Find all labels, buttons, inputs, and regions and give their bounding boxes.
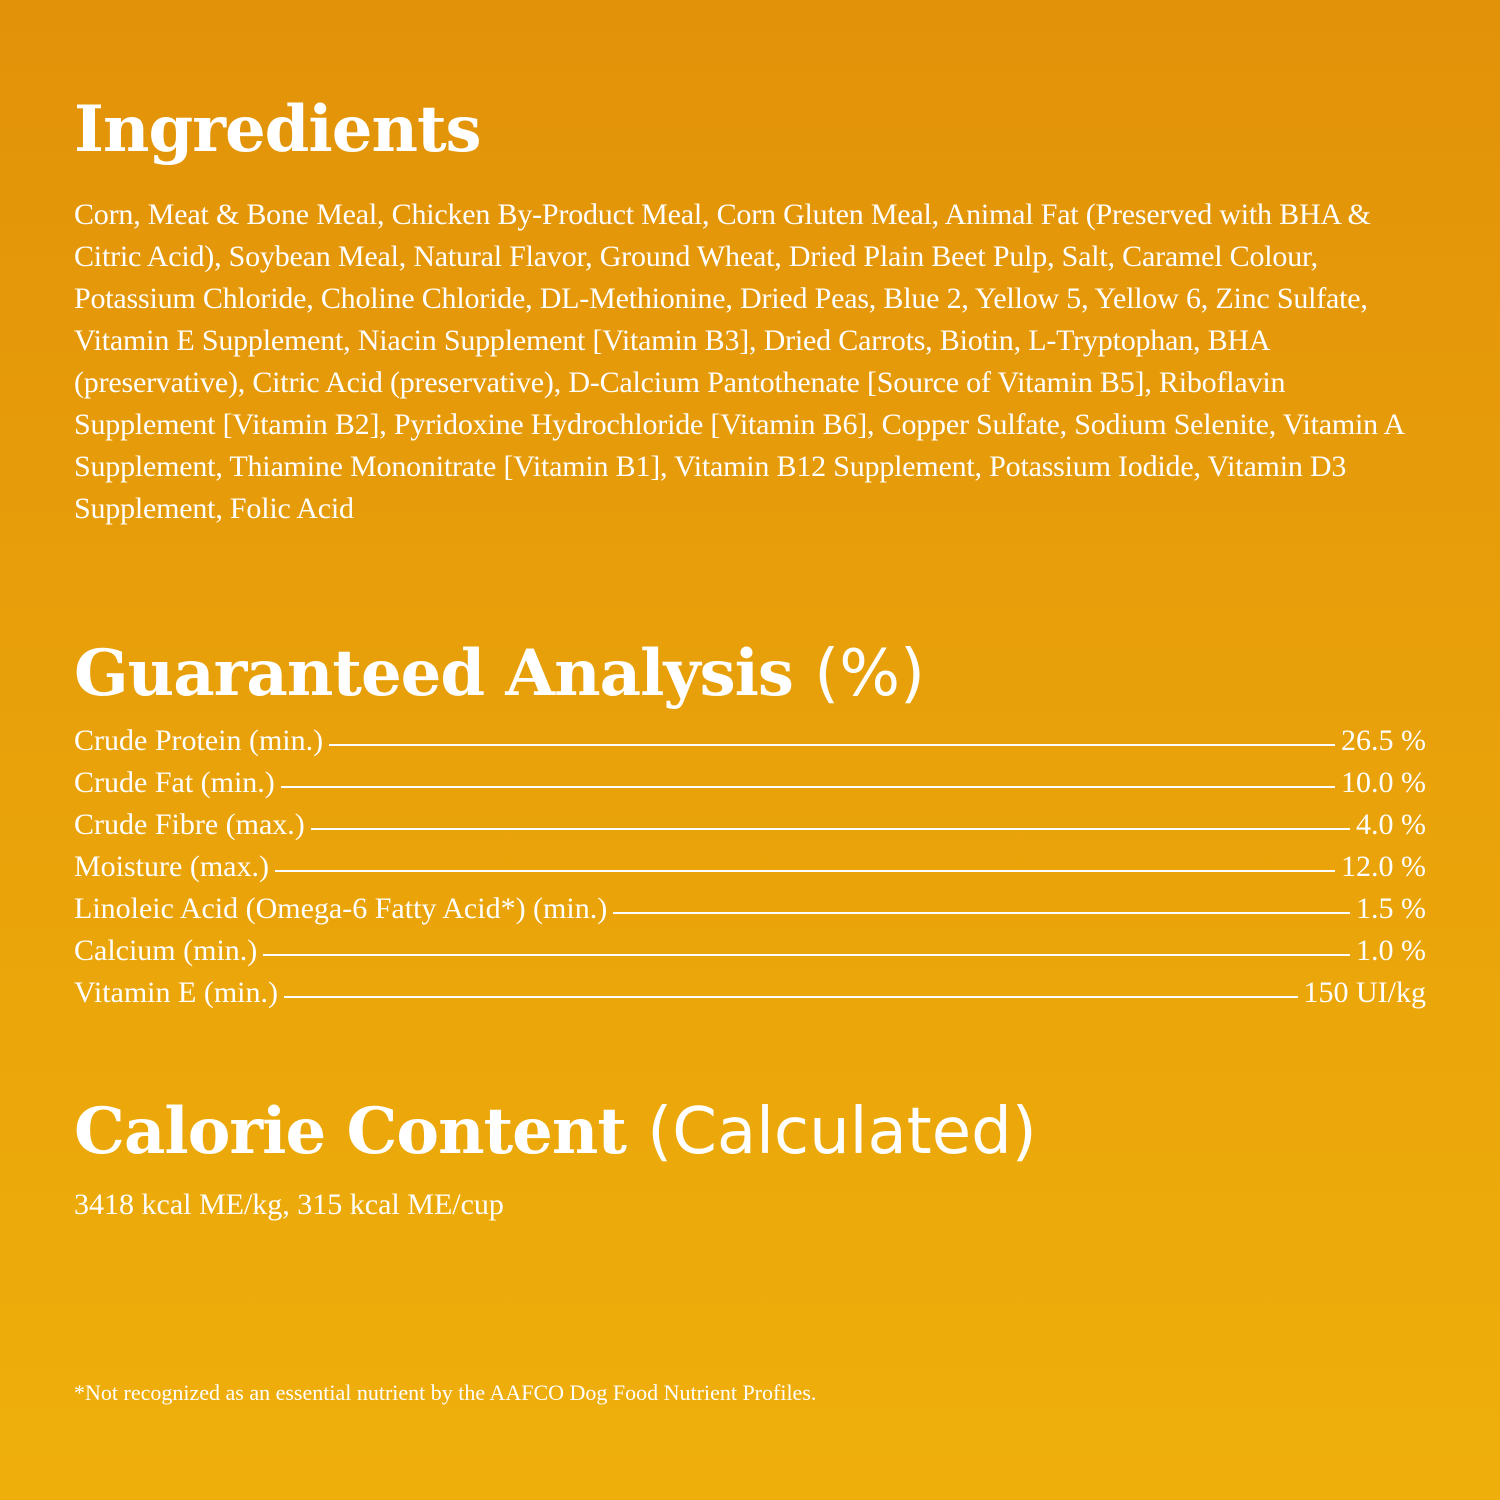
calorie-content-value: 3418 kcal ME/kg, 315 kcal ME/cup (74, 1188, 504, 1221)
dotted-leader (311, 828, 1350, 830)
calorie-content-qualifier: (Calculated) (647, 1095, 1037, 1169)
analysis-label: Crude Protein (min.) (74, 724, 324, 757)
analysis-value: 4.0 % (1356, 808, 1426, 841)
calorie-content-heading (74, 1094, 1037, 1169)
analysis-value: 12.0 % (1341, 850, 1426, 883)
guaranteed-analysis-unit: (%) (814, 637, 925, 711)
analysis-label: Calcium (min.) (74, 934, 258, 967)
guaranteed-analysis-title: Guaranteed Analysis (74, 636, 793, 711)
dotted-leader (275, 870, 1335, 872)
guaranteed-analysis-heading (74, 636, 925, 711)
analysis-label: Crude Fibre (max.) (74, 808, 305, 841)
dotted-leader (263, 954, 1350, 956)
analysis-label: Crude Fat (min.) (74, 766, 275, 799)
calorie-content-title: Calorie Content (74, 1094, 626, 1169)
analysis-row-crude-fibre (74, 808, 1426, 850)
analysis-row-moisture (74, 850, 1426, 892)
analysis-value: 150 UI/kg (1303, 976, 1426, 1009)
analysis-label: Linoleic Acid (Omega-6 Fatty Acid*) (min.) (74, 892, 608, 925)
dotted-leader (329, 744, 1335, 746)
analysis-table (74, 724, 1426, 1018)
analysis-value: 1.0 % (1356, 934, 1426, 967)
analysis-row-vitamin-e (74, 976, 1426, 1018)
ingredients-heading: Ingredients (74, 92, 481, 167)
analysis-label: Moisture (max.) (74, 850, 269, 883)
analysis-row-crude-protein (74, 724, 1426, 766)
analysis-row-crude-fat (74, 766, 1426, 808)
analysis-value: 1.5 % (1356, 892, 1426, 925)
analysis-label: Vitamin E (min.) (74, 976, 278, 1009)
analysis-value: 10.0 % (1341, 766, 1426, 799)
dotted-leader (281, 786, 1335, 788)
analysis-row-calcium (74, 934, 1426, 976)
ingredients-list: Corn, Meat & Bone Meal, Chicken By-Product Meal, Corn Gluten Meal, Animal Fat (Preserved with BHA & Citric Acid), Soybean Meal, Natural Flavor, Ground Wheat, Dried Plain Beet Pulp, Salt, Caramel Colour, Potassium Chloride, Choline Chloride, DL-Methionine, Dried Peas, Blue 2, Yellow 5, Yellow 6, Zinc Sulfate, Vitamin E Supplement, Niacin Supplement [Vitamin B3], Dried Carrots, Biotin, L-Tryptophan, BHA (preservative), Citric Acid (preservative), D-Calcium Pantothenate [Source of Vitamin B5], Riboflavin Supplement [Vitamin B2], Pyridoxine Hydrochloride [Vitamin B6], Copper Sulfate, Sodium Selenite, Vitamin A Supplement, Thiamine Mononitrate [Vitamin B1], Vitamin B12 Supplement, Potassium Iodide, Vitamin D3 Supplement, Folic Acid (74, 198, 1404, 525)
analysis-value: 26.5 % (1341, 724, 1426, 757)
footnote: *Not recognized as an essential nutrient by the AAFCO Dog Food Nutrient Profiles. (74, 1380, 817, 1405)
analysis-row-linoleic-acid (74, 892, 1426, 934)
dotted-leader (284, 996, 1298, 998)
dotted-leader (613, 912, 1350, 914)
